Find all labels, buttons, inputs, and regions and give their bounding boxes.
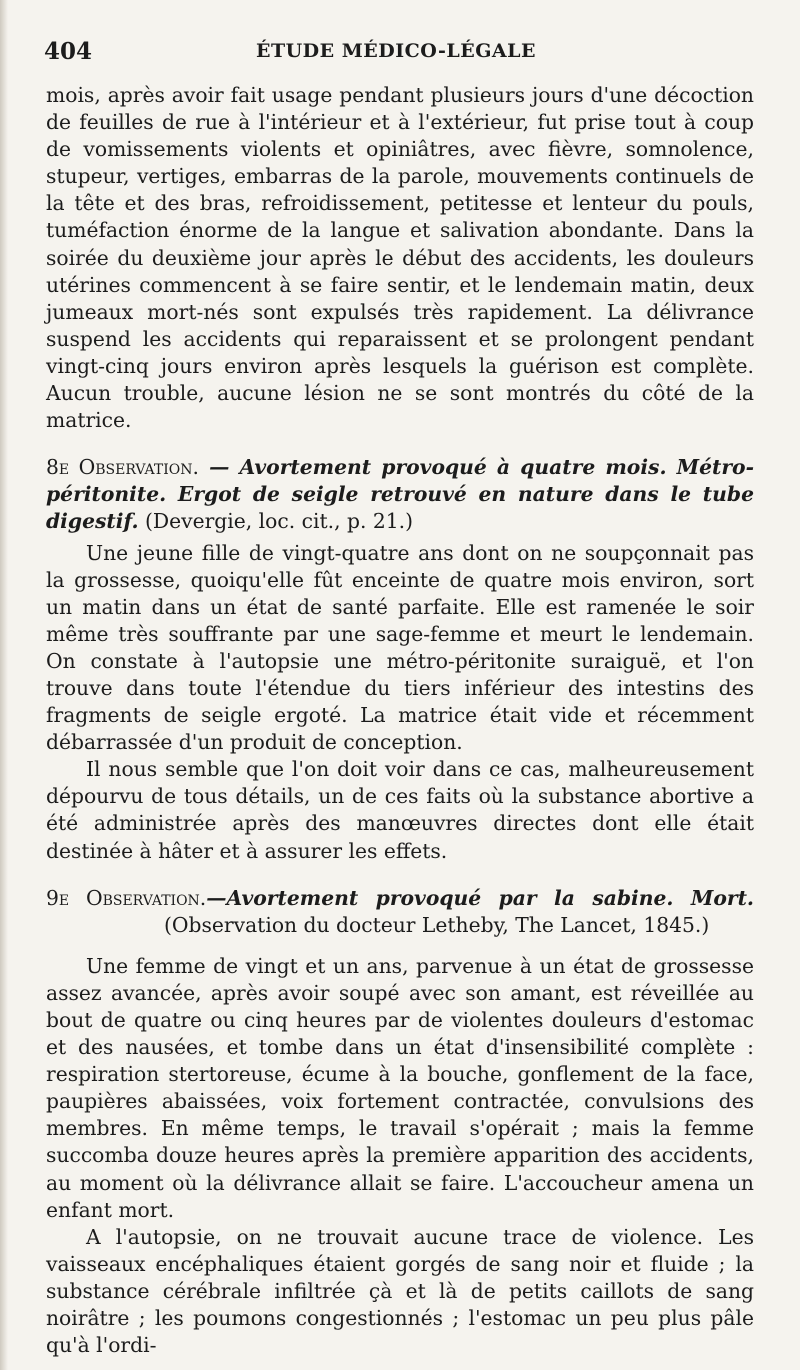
observation-8-label: 8e Observation. — [46, 455, 199, 480]
paragraph-autopsy-9: A l'autopsie, on ne trouvait aucune trace de violence. Les vaisseaux encéphaliques étaient gorgés de sang noir et fluide ; la substance cérébrale infiltrée çà et là de petits caillots de sang noirâtre ; les poumons congestionnés ; l'estomac un peu plus pâle qu'à l'ordi- — [46, 1224, 754, 1358]
observation-8-source: (Devergie, loc. cit., p. 21.) — [138, 509, 414, 534]
observation-9-source: (Observation du docteur Letheby, The Lancet, 1845.) — [164, 912, 710, 937]
observation-9-heading — [46, 885, 754, 939]
paragraph-case-9: Une femme de vingt et un ans, parvenue à un état de grossesse assez avancée, après avoir soupé avec son amant, est réveillée au bout de quatre ou cinq heures par de violentes douleurs d'estomac et des nausées, et tombe dans un état d'insensibilité complète : respiration stertoreuse, écume à la bouche, gonflement de la face, paupières abaissées, voix fortement contractée, convulsions des membres. En même temps, le travail s'opérait ; mais la femme succomba douze heures après la première apparition des accidents, au moment où la délivrance allait se faire. L'accoucheur amena un enfant mort. — [46, 953, 754, 1222]
observation-8-title: — Avortement provoqué à quatre mois. Métro-péritonite. Ergot de seigle retrouvé en nature dans le tube digestif. — [46, 455, 754, 534]
observation-9-title: —Avortement provoqué par la sabine. Mort. — [206, 885, 754, 910]
paragraph-continuation: mois, après avoir fait usage pendant plusieurs jours d'une décoction de feuilles de rue à l'intérieur et à l'extérieur, fut prise tout à coup de vomissements violents et opiniâtres, avec fièvre, somnolence, stupeur, vertiges, embarras de la parole, mouvements continuels de la tête et des bras, refroidissement, petitesse et lenteur du pouls, tuméfaction énorme de la langue et salivation abondante. Dans la soirée du deuxième jour après le début des accidents, les douleurs utérines commencent à se faire sentir, et le lendemain matin, deux jumeaux mort-nés sont expulsés très rapidement. La délivrance suspend les accidents qui reparaissent et se prolongent pendant vingt-cinq jours environ après lesquels la guérison est complète. Aucun trouble, aucune lésion ne se sont montrés du côté de la matrice. — [46, 83, 754, 433]
paragraph-commentary-8: Il nous semble que l'on doit voir dans ce cas, malheureusement dépourvu de tous détails, un de ces faits où la substance abortive a été administrée après des manœuvres directes dont elle était destinée à hâter et à assurer les effets. — [46, 757, 754, 863]
page-body — [46, 82, 754, 1359]
observation-8-heading — [46, 454, 754, 535]
spacer — [46, 943, 754, 953]
paragraph-case-8: Une jeune fille de vingt-quatre ans dont on ne soupçonnait pas la grossesse, quoiqu'elle fût enceinte de quatre mois environ, sort un matin dans un état de santé parfaite. Elle est ramenée le soir même très souffrante par une sage-femme et meurt le lendemain. On constate à l'autopsie une métro-péritonite suraiguë, et l'on trouve dans toute l'étendue du tiers inférieur des intestins des fragments de seigle ergoté. La matrice était vide et récemment débarrassée d'un produit de conception. — [46, 540, 754, 755]
running-title: ÉTUDE MÉDICO-LÉGALE — [255, 40, 537, 62]
page-edge-shadow — [0, 0, 8, 1370]
observation-9-label: 9e Observation. — [46, 885, 207, 910]
page-number: 404 — [44, 38, 93, 65]
page-header — [44, 38, 748, 72]
